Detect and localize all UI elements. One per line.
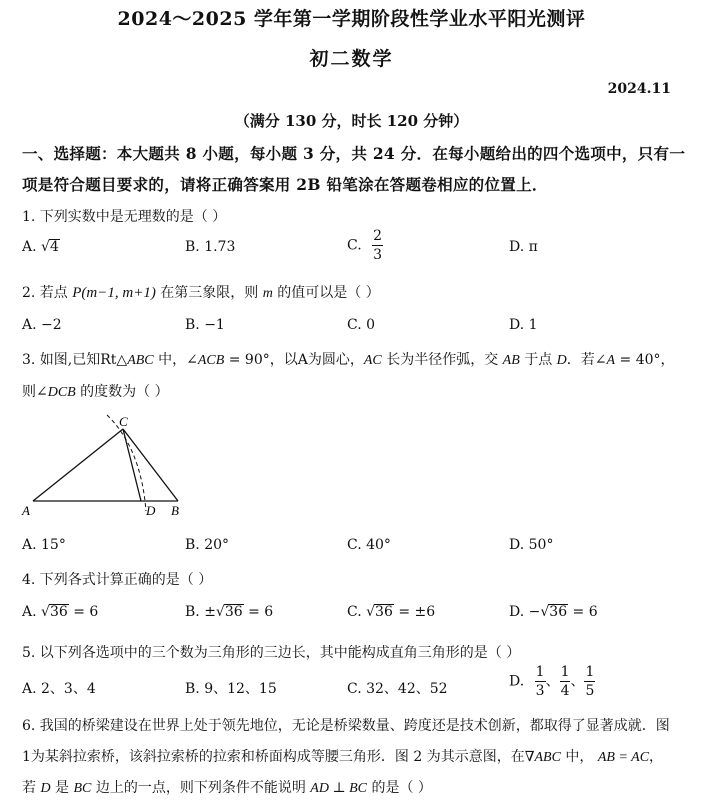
q5-d-fraction-2: $\frac{1}{4}$	[560, 664, 570, 699]
label-a: A	[22, 503, 30, 518]
q3-stem-line1: 3. 如图,已知Rt△ABC 中，∠ACB = 90°，以A为圆心，AC 长为半径作弧，交 AB 于点 D．若∠A = 40°，	[22, 352, 675, 368]
q3-option-b: B. 20°	[185, 537, 230, 553]
segment-ac	[33, 429, 123, 501]
q2-option-a: A. −2	[22, 317, 62, 333]
q4-option-a: A. √36 = 6	[22, 604, 99, 620]
q4-option-c: C. √36 = ±6	[347, 604, 436, 620]
q6-line1: 6. 我国的桥梁建设在世界上处于领先地位，无论是桥梁数量、跨度还是技术创新，都取得了显著成就．图	[22, 718, 670, 734]
q4-stem: 4. 下列各式计算正确的是（ ）	[22, 572, 213, 588]
section1-line1: 一、选择题：本大题共 8 小题，每小题 3 分，共 24 分．在每小题给出的四个选项中，只有一	[22, 144, 686, 163]
q2-option-d: D. 1	[509, 317, 538, 333]
q5-d-fraction-3: $\frac{1}{5}$	[585, 664, 595, 699]
label-b: B	[171, 503, 179, 518]
q1-c-fraction: $\frac{2}{3}$	[373, 228, 383, 263]
q4-option-b: B. ±√36 = 6	[185, 604, 274, 620]
q1-option-d: D. π	[509, 239, 538, 255]
label-c: C	[119, 414, 128, 429]
q1-stem: 1. 下列实数中是无理数的是（ ）	[22, 209, 227, 225]
q3-option-c: C. 40°	[347, 537, 391, 553]
q5-stem: 5. 以下列各选项中的三个数为三角形的三边长，其中能构成直角三角形的是（ ）	[22, 645, 521, 661]
q4-option-d: D. −√36 = 6	[509, 604, 598, 620]
q5-option-b: B. 9、12、15	[185, 681, 277, 697]
exam-subtitle: 初二数学	[309, 48, 394, 70]
q1-option-a: A. √4	[22, 239, 59, 255]
q6-line3: 若 D 是 BC 边上的一点，则下列条件不能说明 AD ⊥ BC 的是（ ）	[22, 780, 432, 796]
q5-option-a: A. 2、3、4	[22, 681, 96, 697]
q2-option-c: C. 0	[347, 317, 376, 333]
q1-option-c: C. $\frac{2}{3}$	[347, 228, 383, 263]
exam-date: 2024.11	[607, 81, 671, 97]
section1-line2: 项是符合题目要求的，请将正确答案用 2B 铅笔涂在答题卷相应的位置上．	[22, 175, 548, 194]
q2-option-b: B. −1	[185, 317, 225, 333]
q3-figure	[15, 408, 195, 520]
q3-option-a: A. 15°	[22, 537, 66, 553]
segment-cb	[123, 429, 178, 501]
q3-option-d: D. 50°	[509, 537, 554, 553]
q5-option-c: C. 32、42、52	[347, 681, 448, 697]
q6-line2: 1为某斜拉索桥，该斜拉索桥的拉索和桥面构成等腰三角形．图 2 为其示意图，在∇ABC 中， AB = AC，	[22, 749, 664, 765]
q5-d-fraction-1: $\frac{1}{3}$	[535, 664, 545, 699]
exam-note: （满分 130 分，时长 120 分钟）	[234, 112, 469, 130]
label-d: D	[146, 503, 156, 518]
q1-option-b: B. 1.73	[185, 239, 236, 255]
q1-a-radicand: 4	[49, 239, 59, 255]
q3-stem-line2: 则∠DCB 的度数为（ ）	[22, 384, 169, 400]
q2-stem: 2. 若点 P(m−1, m+1) 在第三象限，则 m 的值可以是（ ）	[22, 285, 380, 301]
exam-title: 2024～2025 学年第一学期阶段性学业水平阳光测评	[117, 8, 586, 30]
q5-option-d: D. $\frac{1}{3}$ 、 $\frac{1}{4}$ 、 $\frac{1}{5}$	[509, 664, 595, 699]
